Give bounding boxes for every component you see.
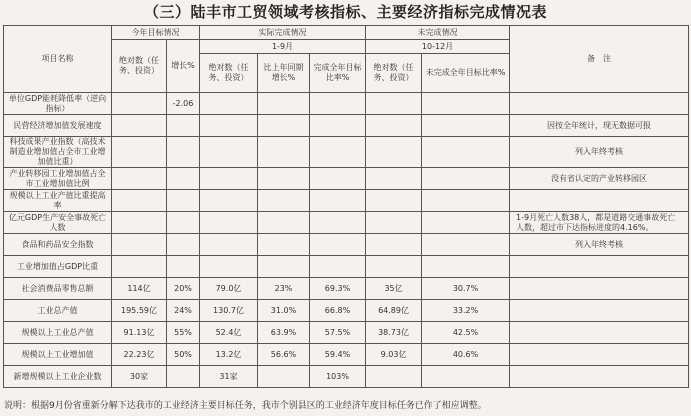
header-abs-actual: 绝对数（任务、投资） [200, 54, 258, 93]
row-name: 单位GDP能耗降低率（逆向指标） [4, 93, 112, 115]
remain-ratio [422, 256, 510, 278]
header-unfinished: 未完成情况 [366, 26, 510, 40]
indicator-table [3, 25, 689, 388]
row-note [510, 344, 689, 366]
row-note [510, 278, 689, 300]
target-abs: 30家 [112, 366, 167, 388]
remain-ratio: 40.6% [422, 344, 510, 366]
remain-abs [366, 168, 422, 190]
actual-ratio [310, 256, 366, 278]
remain-ratio [422, 115, 510, 137]
actual-abs [200, 234, 258, 256]
target-growth: 20% [167, 278, 200, 300]
actual-yoy [258, 115, 310, 137]
table-row [4, 366, 689, 388]
header-yoy: 比上年同期增长% [258, 54, 310, 93]
target-growth [167, 256, 200, 278]
target-abs [112, 137, 167, 168]
table-row [4, 344, 689, 366]
actual-abs [200, 115, 258, 137]
row-name: 工业增加值占GDP比重 [4, 256, 112, 278]
remain-abs [366, 212, 422, 234]
actual-abs [200, 256, 258, 278]
remain-ratio [422, 190, 510, 212]
row-name: 规模以上工业增加值 [4, 344, 112, 366]
row-name: 亿元GDP生产安全事故死亡人数 [4, 212, 112, 234]
header-actual: 实际完成情况 [200, 26, 366, 40]
row-name: 新增规模以上工业企业数 [4, 366, 112, 388]
target-growth: -2.06 [167, 93, 200, 115]
actual-abs: 13.2亿 [200, 344, 258, 366]
actual-yoy [258, 212, 310, 234]
row-name: 民营经济增加值发展速度 [4, 115, 112, 137]
row-note [510, 300, 689, 322]
row-name: 工业总产值 [4, 300, 112, 322]
actual-yoy [258, 256, 310, 278]
header-abs-unfinished: 绝对数（任务、投资） [366, 54, 422, 93]
remain-abs [366, 256, 422, 278]
target-abs: 195.59亿 [112, 300, 167, 322]
target-growth [167, 212, 200, 234]
row-name: 规模以上工业总产值 [4, 322, 112, 344]
remain-abs: 9.03亿 [366, 344, 422, 366]
actual-yoy: 63.9% [258, 322, 310, 344]
header-item-name: 项目名称 [4, 26, 112, 93]
table-row [4, 300, 689, 322]
actual-ratio: 59.4% [310, 344, 366, 366]
footnote: 说明：根据9月份省重新分解下达我市的工业经济主要目标任务，我市个别县区的工业经济年度目标任务已作了相应调整。 [4, 401, 487, 411]
remain-ratio [422, 137, 510, 168]
header-abs-target: 绝对数（任务、投资） [112, 40, 167, 93]
table-row [4, 256, 689, 278]
actual-yoy: 23% [258, 278, 310, 300]
row-name: 规模以上工业产值比重提高率 [4, 190, 112, 212]
header-pct-full-year: 完成全年目标比率% [310, 54, 366, 93]
actual-ratio [310, 212, 366, 234]
remain-ratio [422, 234, 510, 256]
remain-abs [366, 93, 422, 115]
remain-abs [366, 115, 422, 137]
actual-ratio: 103% [310, 366, 366, 388]
row-note [510, 190, 689, 212]
target-growth: 55% [167, 322, 200, 344]
header-unfinished-ratio: 未完成全年目标比率% [422, 54, 510, 93]
remain-abs [366, 366, 422, 388]
table-row [4, 93, 689, 115]
page-title: （三）陆丰市工贸领域考核指标、主要经济指标完成情况表 [143, 3, 547, 21]
target-abs: 91.13亿 [112, 322, 167, 344]
actual-yoy: 31.0% [258, 300, 310, 322]
actual-abs [200, 93, 258, 115]
row-note [510, 322, 689, 344]
table-row [4, 168, 689, 190]
target-growth [167, 190, 200, 212]
remain-ratio [422, 168, 510, 190]
remain-abs [366, 190, 422, 212]
target-abs [112, 234, 167, 256]
table-row [4, 278, 689, 300]
row-note [510, 256, 689, 278]
remain-abs: 38.73亿 [366, 322, 422, 344]
target-growth [167, 115, 200, 137]
actual-ratio [310, 190, 366, 212]
header-annual-target: 今年目标情况 [112, 26, 200, 40]
row-note: 列入年终考核 [510, 137, 689, 168]
actual-abs: 31家 [200, 366, 258, 388]
actual-yoy [258, 366, 310, 388]
actual-yoy [258, 190, 310, 212]
target-abs [112, 190, 167, 212]
header-remark: 备 注 [510, 26, 689, 93]
row-name: 科技成果产业指数（高技术制造业增加值占全市工业增加值比重） [4, 137, 112, 168]
row-name: 产业转移园工业增加值占全市工业增加值比例 [4, 168, 112, 190]
remain-abs [366, 234, 422, 256]
actual-ratio [310, 115, 366, 137]
remain-abs: 64.89亿 [366, 300, 422, 322]
target-growth [167, 234, 200, 256]
target-growth [167, 366, 200, 388]
target-abs [112, 256, 167, 278]
actual-abs: 79.0亿 [200, 278, 258, 300]
table-row [4, 190, 689, 212]
table-row [4, 137, 689, 168]
row-note [510, 93, 689, 115]
row-name: 社会消费品零售总额 [4, 278, 112, 300]
header-growth: 增长% [167, 40, 200, 93]
actual-ratio: 57.5% [310, 322, 366, 344]
actual-ratio [310, 168, 366, 190]
actual-ratio: 66.8% [310, 300, 366, 322]
actual-yoy [258, 168, 310, 190]
remain-abs [366, 137, 422, 168]
row-note: 没有省认定的产业转移园区 [510, 168, 689, 190]
target-abs [112, 93, 167, 115]
row-name: 食品和药品安全指数 [4, 234, 112, 256]
target-growth: 50% [167, 344, 200, 366]
target-growth [167, 137, 200, 168]
target-abs [112, 168, 167, 190]
table-row [4, 212, 689, 234]
remain-abs: 35亿 [366, 278, 422, 300]
actual-yoy [258, 137, 310, 168]
actual-abs [200, 168, 258, 190]
remain-ratio [422, 93, 510, 115]
table-row [4, 115, 689, 137]
row-note [510, 366, 689, 388]
actual-ratio [310, 137, 366, 168]
target-abs: 22.23亿 [112, 344, 167, 366]
actual-ratio [310, 93, 366, 115]
actual-ratio: 69.3% [310, 278, 366, 300]
row-note: 1-9月死亡人数38人，都是道路交通事故死亡人数，超过市下达指标进度的4.16%。 [510, 212, 689, 234]
actual-ratio [310, 234, 366, 256]
remain-ratio [422, 212, 510, 234]
actual-yoy: 56.6% [258, 344, 310, 366]
actual-abs [200, 137, 258, 168]
table-row [4, 234, 689, 256]
target-growth [167, 168, 200, 190]
actual-yoy [258, 234, 310, 256]
actual-yoy [258, 93, 310, 115]
target-abs: 114亿 [112, 278, 167, 300]
header-period-10-12: 10-12月 [366, 40, 510, 54]
target-abs [112, 212, 167, 234]
row-note: 因按全年统计，现无数据可报 [510, 115, 689, 137]
actual-abs: 52.4亿 [200, 322, 258, 344]
header-period-1-9: 1-9月 [200, 40, 366, 54]
target-abs [112, 115, 167, 137]
table-row [4, 322, 689, 344]
remain-ratio [422, 366, 510, 388]
remain-ratio: 30.7% [422, 278, 510, 300]
remain-ratio: 33.2% [422, 300, 510, 322]
actual-abs [200, 190, 258, 212]
remain-ratio: 42.5% [422, 322, 510, 344]
target-growth: 24% [167, 300, 200, 322]
actual-abs: 130.7亿 [200, 300, 258, 322]
row-note: 列入年终考核 [510, 234, 689, 256]
actual-abs [200, 212, 258, 234]
